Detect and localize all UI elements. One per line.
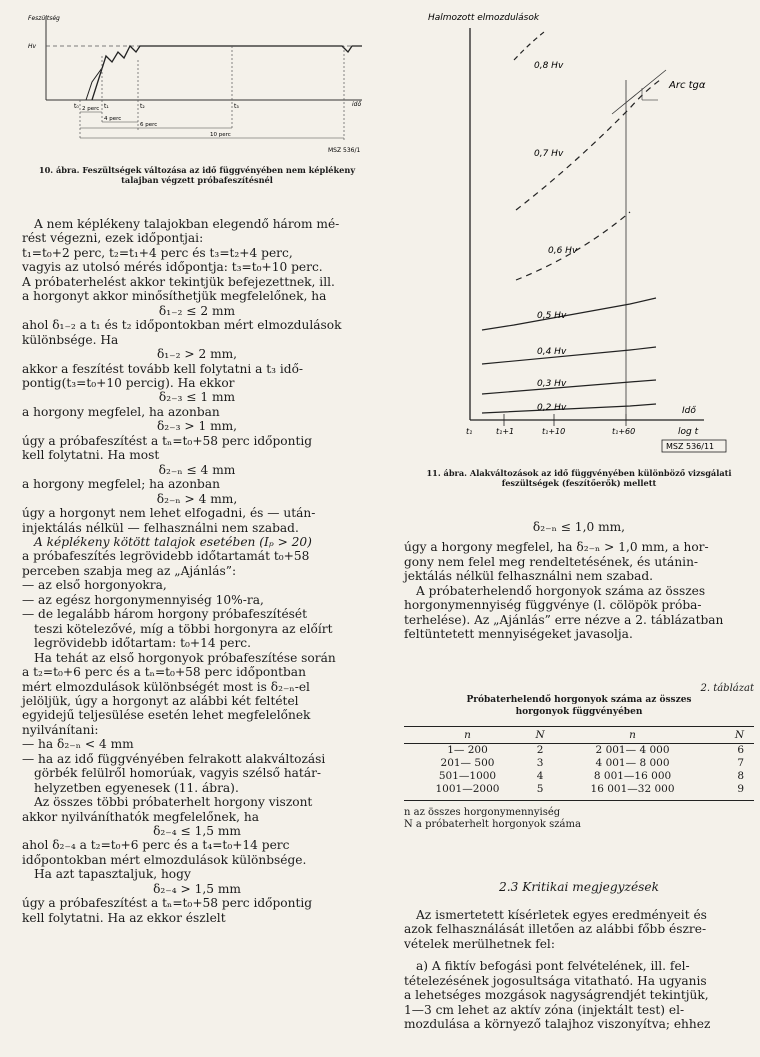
left-body-text xyxy=(22,217,372,925)
left-line: a horgony megfelel; ha azonban xyxy=(22,477,220,492)
fig11-y-label: Halmozott elmozdulások xyxy=(428,13,540,23)
fig10-d-label-3: 10 perc xyxy=(210,132,231,138)
fig11-curve-label-2: 0,6 Hv xyxy=(548,246,578,256)
cell: 16 001—32 000 xyxy=(590,783,675,795)
table-header-row xyxy=(404,727,754,744)
col-header-N: N xyxy=(716,727,754,744)
fig10-y-label: Feszültség xyxy=(28,15,60,22)
right-line: terhelése). Az „Ajánlás” erre nézve a 2. táblázatban xyxy=(404,612,724,627)
formula: δ₂₋₄ > 1,5 mm xyxy=(153,881,241,896)
section-line: azok felhasználását illetően az alábbi főbb észre- xyxy=(404,922,707,937)
left-line: a próbafeszítés legrövidebb időtartamát t₀+58 xyxy=(22,549,310,564)
fig10-tick-2: t₂ xyxy=(140,103,145,110)
left-line: t₁=t₀+2 perc, t₂=t₁+4 perc és t₃=t₂+4 perc, xyxy=(22,245,293,260)
left-line: különbsége. Ha xyxy=(22,332,119,347)
figure-10 xyxy=(22,0,372,170)
left-line: akkor nyilváníthatók megfelelőnek, ha xyxy=(22,809,259,824)
left-line: — az egész horgonymennyiség 10%-ra, xyxy=(22,592,264,607)
cell: 8 001—16 000 xyxy=(593,770,672,782)
section-line: mozdulása a környező talajhoz viszonyítva; ehhez xyxy=(404,1017,711,1032)
cell: 2 001— 4 000 xyxy=(595,744,670,756)
right-line: feltüntetett mennyiségeket javasolja. xyxy=(404,627,633,642)
left-line: időpontokban mért elmozdulások különbsége. xyxy=(22,852,307,867)
left-line: görbék felülről homorúak, vagyis szélső határ- xyxy=(34,766,322,781)
right-line: A próbaterhelendő horgonyok száma az összes xyxy=(416,583,706,598)
fig10-d-label-0: 2 perc xyxy=(82,106,100,112)
cell: 9 xyxy=(737,783,744,795)
cell: 7 xyxy=(737,757,744,769)
col-header-n: n xyxy=(404,727,531,744)
right-line: horgonymennyiség függvénye (l. cölöpök próba- xyxy=(404,598,702,613)
section-title: 2.3 Kritikai megjegyzések xyxy=(498,880,660,894)
cell: 4 xyxy=(536,770,544,782)
formula: δ₂₋ₙ ≤ 4 mm xyxy=(158,462,236,477)
fig11-curve-label-0: 0,8 Hv xyxy=(534,61,564,71)
left-line: nyilvánítani: xyxy=(22,722,99,737)
table-title-2: horgonyok függvényében xyxy=(515,707,643,717)
left-line: A nem képlékeny talajokban elegendő három mé- xyxy=(34,217,340,231)
left-line: helyzetben egyenesek (11. ábra). xyxy=(34,780,239,795)
left-line: pontig(t₃=t₀+10 percig). Ha ekkor xyxy=(22,375,235,390)
table-row xyxy=(404,744,754,758)
formula: δ₂₋₃ > 1 mm, xyxy=(156,419,238,434)
left-line: rést végezni, ezek időpontjai: xyxy=(22,231,204,246)
fig11-x-tick-0: t₁ xyxy=(466,427,473,436)
left-line: vagyis az utolsó mérés időpontja: t₃=t₀+10 perc. xyxy=(22,260,323,275)
fig11-stamp: MSZ 536/11 xyxy=(666,442,715,451)
section-line: tételezésének jogosultsága vitatható. Ha ugyanis xyxy=(404,973,707,988)
left-line: ahol δ₁₋₂ a t₁ és t₂ időpontokban mért elmozdulások xyxy=(22,318,342,333)
figure-11 xyxy=(404,0,754,470)
fig10-d-label-1: 4 perc xyxy=(104,116,122,122)
cell: 4 001— 8 000 xyxy=(595,757,670,769)
formula: δ₂₋₃ ≤ 1 mm xyxy=(158,390,236,405)
fig10-tick-3: t₃ xyxy=(234,103,239,110)
table-title-1: Próbaterhelendő horgonyok száma az összes xyxy=(466,695,692,705)
table-row xyxy=(404,757,754,770)
left-line: — de legalább három horgony próbafeszítését xyxy=(22,607,308,622)
cell: 501—1000 xyxy=(438,770,497,782)
formula: δ₁₋₂ > 2 mm, xyxy=(156,347,238,362)
fig10-d-label-2: 6 perc xyxy=(140,122,158,128)
fig10-time-label: idő xyxy=(352,101,362,108)
left-line: úgy a horgonyt nem lehet elfogadni, és — után- xyxy=(22,506,316,521)
cell: 5 xyxy=(536,783,544,795)
cell: 2 xyxy=(536,744,544,756)
section-line: vételek merülhetnek fel: xyxy=(404,936,555,951)
fig11-curve-label-5: 0,3 Hv xyxy=(537,379,567,389)
col-header-n: n xyxy=(549,727,716,744)
right-line: jektálás nélkül felhasználni nem szabad. xyxy=(404,569,654,584)
cell: 3 xyxy=(536,757,544,769)
left-line: Ha azt tapasztaljuk, hogy xyxy=(34,867,191,882)
fig11-x-label-ido: Idő xyxy=(682,406,696,416)
table-row xyxy=(404,783,754,796)
section-line: 1—3 cm lehet az aktív zóna (injektált test) el- xyxy=(404,1002,685,1017)
left-line: — az első horgonyokra, xyxy=(22,578,167,593)
left-line: jelöljük, úgy a horgonyt az alábbi két feltétel xyxy=(22,693,299,708)
fig11-x-tick-1: t₁+1 xyxy=(496,427,515,436)
fig11-x-label-log: log t xyxy=(678,427,699,437)
anchors-table xyxy=(404,726,754,796)
left-line: úgy a próbafeszítést a tₙ=t₀+58 perc időpontig xyxy=(22,433,313,448)
left-line: a horgony megfelel, ha azonban xyxy=(22,404,220,419)
cell: 1— 200 xyxy=(447,744,488,756)
fig10-tick-0: t₀ xyxy=(74,103,79,110)
left-line: legrövidebb időtartam: t₀+14 perc. xyxy=(34,636,251,651)
left-line: kell folytatni. Ha most xyxy=(22,448,160,463)
cell: 201— 500 xyxy=(440,757,495,769)
left-line: — ha az idő függvényében felrakott alakváltozási xyxy=(22,751,326,766)
left-line: úgy a próbafeszítést a tₙ=t₀+58 perc időpontig xyxy=(22,896,313,911)
left-line: a horgonyt akkor minősíthetjük megfelelőnek, ha xyxy=(22,289,327,304)
cell: 1001—2000 xyxy=(435,783,500,795)
fig11-x-tick-2: t₁+10 xyxy=(542,427,566,436)
formula: δ₂₋ₙ ≤ 1,0 mm, xyxy=(532,520,626,534)
left-line: mért elmozdulások különbségét most is δ₂₋ₙ-el xyxy=(22,679,310,694)
section-line: a) A fiktív befogási pont felvételének, ill. fel- xyxy=(416,959,690,974)
formula: δ₁₋₂ ≤ 2 mm xyxy=(158,303,236,318)
left-line: A képlékeny kötött talajok esetében (Iₚ > 20) xyxy=(34,534,312,549)
formula: δ₂₋ₙ > 4 mm, xyxy=(156,491,238,506)
section-line: a lehetséges mozgások nagyságrendjét tekintjük, xyxy=(404,988,709,1003)
left-line: teszi kötelezővé, míg a többi horgonyra az előírt xyxy=(34,621,333,636)
fig10-tick-1: t₁ xyxy=(104,103,109,110)
left-line: ahol δ₂₋₄ a t₂=t₀+6 perc és a t₄=t₀+14 perc xyxy=(22,838,290,853)
fig10-hv-label: Hv xyxy=(28,43,37,50)
fig11-curve-label-6: 0,2 Hv xyxy=(537,403,567,413)
left-line: akkor a feszítést tovább kell folytatni a t₃ idő- xyxy=(22,361,304,376)
left-line: a t₂=t₀+6 perc és a tₙ=t₀+58 perc időpontban xyxy=(22,665,306,680)
left-line: egyidejű teljesülése esetén lehet megfelelőnek xyxy=(22,708,311,723)
left-line: Az összes többi próbaterhelt horgony viszont xyxy=(34,795,313,810)
left-line: Ha tehát az első horgonyok próbafeszítése során xyxy=(34,650,336,665)
right-body-text xyxy=(404,520,754,642)
section-line: Az ismertetett kísérletek egyes eredményeit és xyxy=(416,908,707,922)
table-legend-N: N a próbaterhelt horgonyok száma xyxy=(404,819,581,830)
fig11-x-tick-3: t₁+60 xyxy=(612,427,636,436)
left-line: kell folytatni. Ha az ekkor észlelt xyxy=(22,910,226,925)
figure-10-caption: 10. ábra. Feszültségek változása az idő függvényében nem képlékeny talajban végzett próbafeszítésnél xyxy=(38,165,356,185)
table-2 xyxy=(404,683,754,831)
left-line: A próbaterhelést akkor tekintjük befejezettnek, ill. xyxy=(22,274,335,289)
cell: 8 xyxy=(737,770,744,782)
fig11-curve-label-1: 0,7 Hv xyxy=(534,149,564,159)
left-line: — ha δ₂₋ₙ < 4 mm xyxy=(22,737,134,752)
section-2-3 xyxy=(404,880,754,1032)
right-line: úgy a horgony megfelel, ha δ₂₋ₙ > 1,0 mm, a hor- xyxy=(404,540,709,555)
fig11-curve-label-3: 0,5 Hv xyxy=(537,311,567,321)
fig10-stamp: MSZ 536/1 xyxy=(328,147,361,154)
col-header-N: N xyxy=(531,727,549,744)
formula: δ₂₋₄ ≤ 1,5 mm xyxy=(153,824,241,839)
fig11-arc-label: Arc tgα xyxy=(669,80,706,91)
table-legend-n: n az összes horgonymennyiség xyxy=(404,807,561,818)
fig11-curve-label-4: 0,4 Hv xyxy=(537,347,567,357)
right-line: gony nem felel meg rendeltetésének, és utánin- xyxy=(404,554,699,569)
cell: 6 xyxy=(737,744,744,756)
figure-11-caption: 11. ábra. Alakváltozások az idő függvényében különböző vizsgálati feszültségek (feszítőerők) mellett xyxy=(426,468,732,488)
table-row xyxy=(404,770,754,783)
left-line: perceben szabja meg az „Ajánlás”: xyxy=(22,563,237,578)
table-label: 2. táblázat xyxy=(700,683,754,694)
left-line: injektálás nélkül — felhasználni nem szabad. xyxy=(22,520,299,535)
